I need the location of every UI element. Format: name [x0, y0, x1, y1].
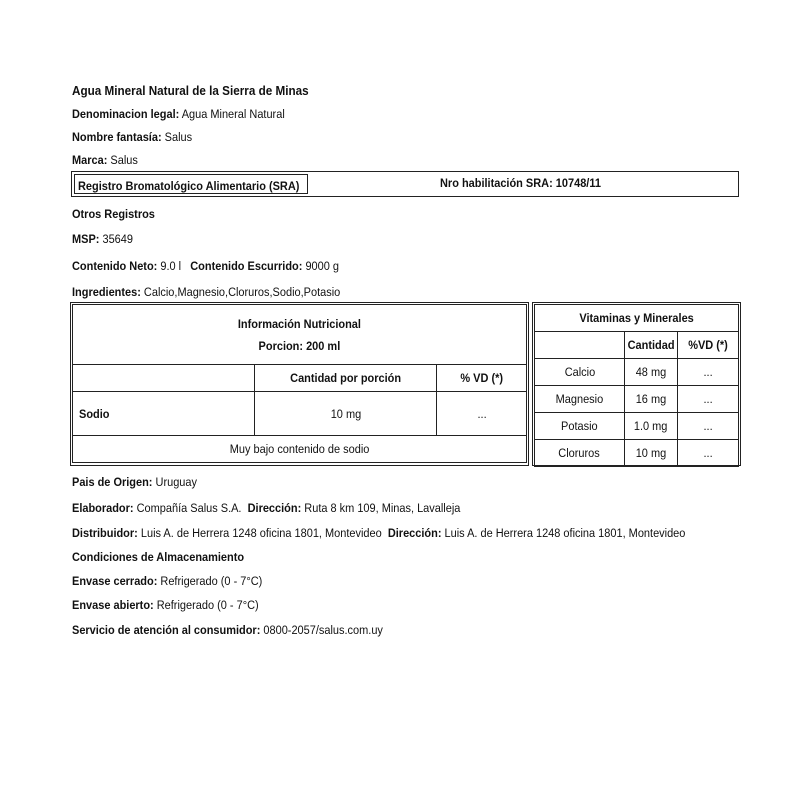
nutrition-footer: Muy bajo contenido de sodio — [73, 436, 527, 463]
envase-cerrado-label: Envase cerrado: — [72, 574, 158, 588]
vitamins-row — [535, 440, 739, 467]
registro-box — [71, 171, 739, 197]
ingredientes-label: Ingredientes: — [72, 285, 141, 299]
origen-label: Pais de Origen: — [72, 475, 153, 489]
nutrition-porcion: Porcion: 200 ml — [258, 338, 341, 353]
contenido-escurrido-label: Contenido Escurrido: — [190, 259, 303, 273]
vitamins-row-cantidad: 48 mg — [624, 359, 677, 386]
origen-value: Uruguay — [155, 475, 197, 489]
vitamins-row — [535, 386, 739, 413]
origen-line — [72, 475, 197, 489]
registro-habilitacion-cell — [308, 172, 738, 196]
distribuidor-direccion-value: Luis A. de Herrera 1248 oficina 1801, Montevideo — [444, 526, 686, 540]
envase-cerrado-line — [72, 574, 262, 588]
contenido-neto-label: Contenido Neto: — [72, 259, 158, 273]
elaborador-direccion-label: Dirección: — [247, 501, 302, 515]
vitamins-row-vd: ... — [678, 440, 739, 467]
servicio-line — [72, 623, 383, 637]
nutrition-header — [73, 305, 527, 365]
distribuidor-label: Distribuidor: — [72, 526, 138, 540]
vitamins-row-cantidad: 16 mg — [624, 386, 677, 413]
envase-abierto-value: Refrigerado (0 - 7°C) — [156, 598, 259, 612]
nutrition-col-vd: % VD (*) — [437, 365, 527, 392]
nutrition-table — [72, 304, 527, 463]
vitamins-row-name: Potasio — [535, 413, 625, 440]
marca-label: Marca: — [72, 153, 108, 167]
almacenamiento-heading: Condiciones de Almacenamiento — [72, 550, 245, 564]
elaborador-label: Elaborador: — [72, 501, 134, 515]
servicio-label: Servicio de atención al consumidor: — [72, 623, 261, 637]
vitamins-empty-header — [535, 332, 625, 359]
registro-label-cell — [74, 174, 308, 194]
distribuidor-value: Luis A. de Herrera 1248 oficina 1801, Montevideo — [140, 526, 382, 540]
msp-line — [72, 232, 133, 246]
envase-abierto-line — [72, 598, 259, 612]
vitamins-row-vd: ... — [678, 359, 739, 386]
vitamins-row-cantidad: 10 mg — [624, 440, 677, 467]
nutrition-row-name: Sodio — [73, 392, 255, 436]
product-title: Agua Mineral Natural de la Sierra de Minas — [72, 83, 309, 98]
msp-label: MSP: — [72, 232, 100, 246]
contenido-neto-value: 9.0 l — [160, 259, 182, 273]
fantasia-label: Nombre fantasía: — [72, 130, 162, 144]
denominacion-label: Denominacion legal: — [72, 107, 180, 121]
fantasia-value: Salus — [164, 130, 193, 144]
elaborador-line — [72, 501, 460, 515]
ingredientes-value: Calcio,Magnesio,Cloruros,Sodio,Potasio — [143, 285, 341, 299]
vitamins-table — [534, 304, 739, 467]
distribuidor-line — [72, 526, 685, 540]
vitamins-col-cantidad: Cantidad — [624, 332, 677, 359]
vitamins-row — [535, 413, 739, 440]
contenido-escurrido-value: 9000 g — [305, 259, 339, 273]
servicio-value: 0800-2057/salus.com.uy — [263, 623, 383, 637]
msp-value: 35649 — [102, 232, 133, 246]
vitamins-row-name: Magnesio — [535, 386, 625, 413]
envase-cerrado-value: Refrigerado (0 - 7°C) — [160, 574, 263, 588]
vitamins-row-vd: ... — [678, 413, 739, 440]
registro-habilitacion: Nro habilitación SRA: 10748/11 — [440, 176, 601, 190]
nutrition-empty-header — [73, 365, 255, 392]
vitamins-row-vd: ... — [678, 386, 739, 413]
elaborador-direccion-value: Ruta 8 km 109, Minas, Lavalleja — [304, 501, 461, 515]
vitamins-row-name: Calcio — [535, 359, 625, 386]
vitamins-col-vd: %VD (*) — [678, 332, 739, 359]
marca-line — [72, 153, 138, 167]
vitamins-title: Vitaminas y Minerales — [535, 305, 739, 332]
nutrition-col-cantidad: Cantidad por porción — [254, 365, 437, 392]
denominacion-value: Agua Mineral Natural — [181, 107, 285, 121]
nutrition-title: Información Nutricional — [237, 316, 362, 331]
vitamins-row — [535, 359, 739, 386]
nutrition-row-vd: ... — [437, 392, 527, 436]
distribuidor-direccion-label: Dirección: — [387, 526, 442, 540]
fantasia-line — [72, 130, 192, 144]
vitamins-row-name: Cloruros — [535, 440, 625, 467]
contenido-line — [72, 259, 339, 273]
marca-value: Salus — [110, 153, 138, 167]
registro-label: Registro Bromatológico Alimentario (SRA) — [78, 179, 300, 193]
ingredientes-line — [72, 285, 340, 299]
elaborador-value: Compañía Salus S.A. — [136, 501, 242, 515]
otros-registros-heading: Otros Registros — [72, 207, 155, 221]
envase-abierto-label: Envase abierto: — [72, 598, 154, 612]
vitamins-row-cantidad: 1.0 mg — [624, 413, 677, 440]
nutrition-row-cantidad: 10 mg — [254, 392, 437, 436]
denominacion-line — [72, 107, 285, 121]
